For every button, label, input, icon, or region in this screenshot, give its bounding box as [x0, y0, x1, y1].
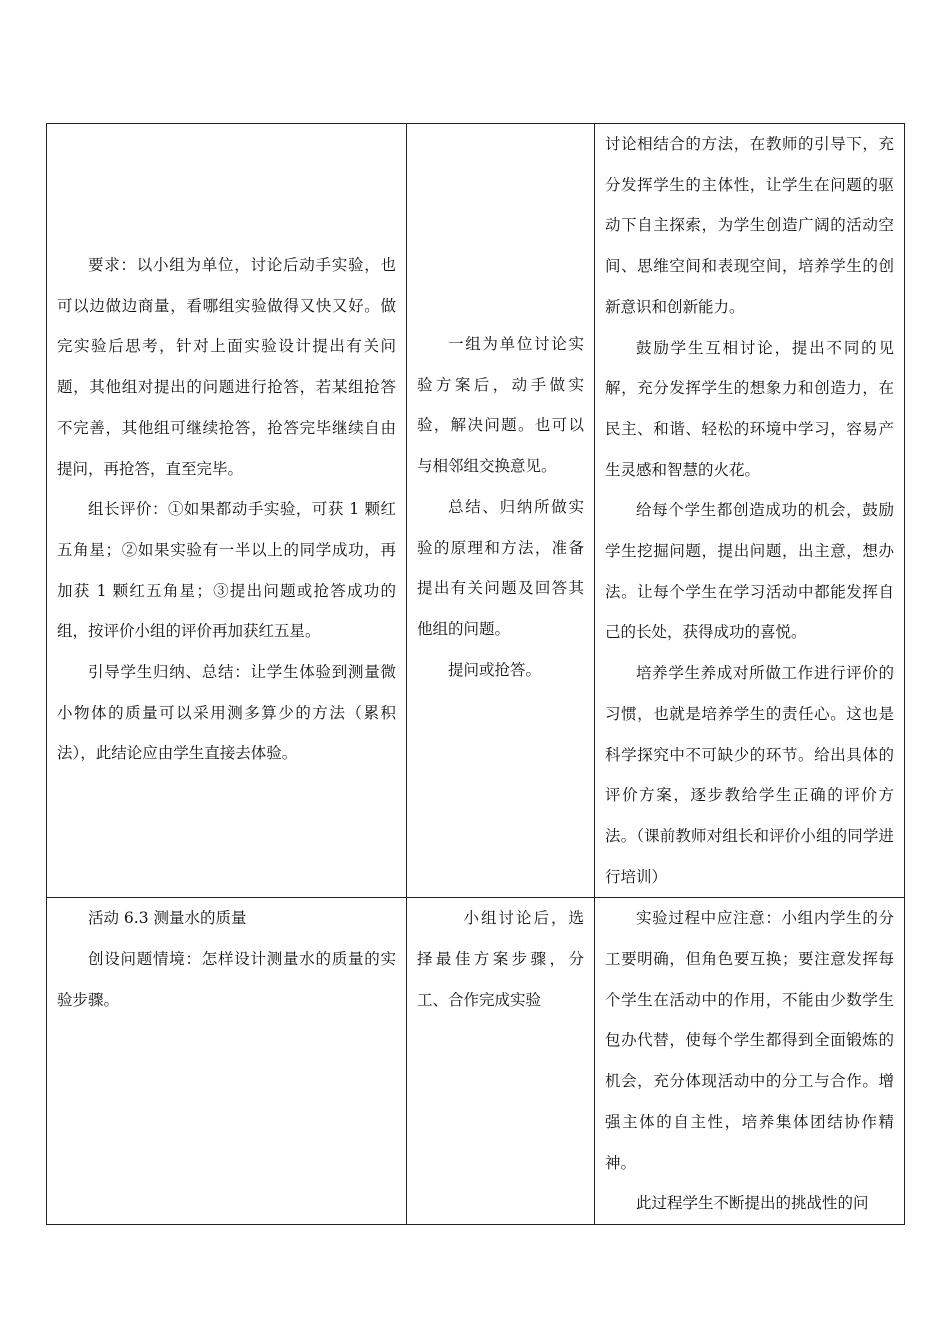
paragraph: 此过程学生不断提出的挑战性的问	[636, 1194, 869, 1213]
table-row	[47, 124, 905, 898]
paragraph: 总结、归纳所做实验的原理和方法，准备提出有关问题及回答其他组的问题。	[417, 497, 584, 638]
teacher-activity-cell	[47, 898, 407, 1225]
paragraph: 提问或抢答。	[448, 660, 542, 679]
paragraph: 给每个学生都创造成功的机会，鼓励学生挖掘问题，提出问题，出主意，想办法。让每个学生在学习活动中都能发挥自己的长处，获得成功的喜悦。	[605, 501, 894, 642]
paragraph: 培养学生养成对所做工作进行评价的习惯，也就是培养学生的责任心。这也是科学探究中不可缺少的环节。给出具体的评价方案，逐步教给学生正确的评价方法。（课前教师对组长和评价小组的同学进行培训）	[605, 664, 894, 886]
lesson-plan-table	[46, 123, 905, 1225]
teacher-activity-cell	[47, 124, 407, 898]
paragraph: 引导学生归纳、总结：让学生体验到测量微小物体的质量可以采用测多算少的方法（累积法），此结论应由学生直接去体验。	[57, 663, 396, 763]
paragraph: 一组为单位讨论实验方案后，动手做实验，解决问题。也可以与相邻组交换意见。	[417, 335, 584, 476]
activity-title: 活动 6.3 测量水的质量	[88, 909, 247, 928]
design-intent-cell	[595, 124, 905, 898]
paragraph: 鼓励学生互相讨论，提出不同的见解，充分发挥学生的想象力和创造力，在民主、和谐、轻松的环境中学习，容易产生灵感和智慧的火花。	[605, 338, 894, 479]
paragraph: 要求：以小组为单位，讨论后动手实验，也可以边做边商量，看哪组实验做得又快又好。做完实验后思考，针对上面实验设计提出有关问题，其他组对提出的问题进行抢答，若某组抢答不完善，其他组可继续抢答，抢答完毕继续自由提问，再抢答，直至完毕。	[57, 256, 396, 478]
paragraph: 创设问题情境：怎样设计测量水的质量的实验步骤。	[57, 950, 396, 1009]
student-activity-cell	[407, 898, 595, 1225]
table-row	[47, 898, 905, 1225]
design-intent-cell	[595, 898, 905, 1225]
paragraph: 组长评价：①如果都动手实验，可获 1 颗红五角星；②如果实验有一半以上的同学成功，再加获 1 颗红五角星；③提出问题或抢答成功的组，按评价小组的评价再加获红五星。	[57, 500, 396, 641]
student-activity-cell	[407, 124, 595, 898]
paragraph: 讨论相结合的方法，在教师的引导下，充分发挥学生的主体性，让学生在问题的驱动下自主探索，为学生创造广阔的活动空间、思维空间和表现空间，培养学生的创新意识和创新能力。	[605, 135, 894, 316]
paragraph: 小组讨论后，选择最佳方案步骤，分工、合作完成实验	[417, 909, 584, 1009]
paragraph: 实验过程中应注意：小组内学生的分工要明确，但角色要互换；要注意发挥每个学生在活动中的作用，不能由少数学生包办代替，使每个学生都得到全面锻炼的机会，充分体现活动中的分工与合作。增强主体的自主性，培养集体团结协作精神。	[605, 909, 894, 1172]
